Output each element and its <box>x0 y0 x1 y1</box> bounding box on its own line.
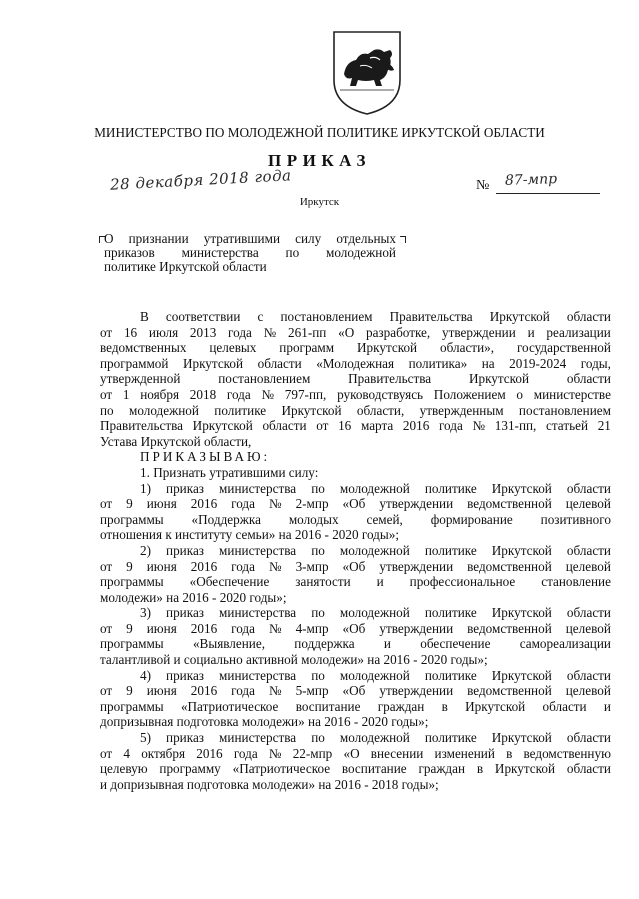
body-line <box>100 621 611 637</box>
body-word: области, <box>356 402 405 418</box>
number-underline <box>496 193 600 194</box>
body-word: самореализации <box>519 636 611 652</box>
body-line <box>100 465 611 481</box>
body-word: молодежной <box>339 730 410 746</box>
body-line <box>100 777 611 793</box>
body-word: Иркутской <box>182 355 244 371</box>
body-word: 261-пп <box>288 324 327 340</box>
body-word: «Об <box>342 683 366 699</box>
body-line <box>100 730 611 746</box>
subject-word: силу <box>295 231 322 246</box>
body-word: марта <box>360 418 394 434</box>
body-word: 3) <box>140 605 151 621</box>
body-word: по <box>311 542 325 558</box>
body-word: министерства <box>219 667 297 683</box>
body-word: 4 <box>123 745 130 761</box>
body-word: № <box>263 324 277 340</box>
body-word: внесении <box>370 745 424 761</box>
body-line <box>100 605 611 621</box>
body-word: Иркутской <box>491 542 552 558</box>
body-line <box>100 714 611 730</box>
body-word: и <box>376 574 384 590</box>
body-word: Правительства <box>348 371 432 387</box>
body-word: программу <box>159 761 221 777</box>
body-word: министерства <box>219 730 297 746</box>
body-word: 21 <box>597 418 611 434</box>
body-word: № <box>268 496 282 512</box>
body-word: Иркутской <box>489 309 550 324</box>
body-line <box>100 668 611 684</box>
subject-corner-right <box>400 236 406 243</box>
body-word: приказ <box>166 542 205 558</box>
body-text-line: талантливой и социально активной молодежи» на 2016 - 2020 годы»; <box>100 652 488 668</box>
body-word: соответствии <box>165 309 241 324</box>
body-word: Иркутской <box>281 402 342 418</box>
subject-word: О <box>104 231 114 246</box>
subject-word: отдельных <box>336 231 396 246</box>
body-word: области <box>257 355 302 371</box>
body-word: целевой <box>565 558 611 574</box>
body-word: от <box>316 418 329 434</box>
body-word: молодежной <box>339 542 410 558</box>
body-word: июня <box>146 683 177 699</box>
body-word: воспитание <box>341 761 407 777</box>
body-word: Иркутской <box>494 761 556 777</box>
body-text-line: 1. Признать утратившими силу: <box>140 464 319 480</box>
body-word: Иркутской <box>491 667 552 683</box>
body-word: министерстве <box>533 386 611 402</box>
body-word: от <box>100 620 113 636</box>
body-word: постановлением <box>518 402 611 418</box>
body-word: Иркутской <box>357 340 418 356</box>
body-word: «О <box>343 745 360 761</box>
subject-word: признании <box>128 231 189 246</box>
body-word: ведомственной <box>467 620 552 636</box>
body-line <box>100 481 611 497</box>
body-word: приказ <box>166 605 205 621</box>
order-body <box>100 309 611 792</box>
body-word: политике <box>214 402 267 418</box>
body-word: утверждении <box>379 683 454 699</box>
body-word: Иркутской <box>468 371 530 387</box>
body-word: 2016 <box>190 683 218 699</box>
body-word: молодых <box>288 511 339 527</box>
body-word: государственной <box>516 340 611 356</box>
body-word: программы <box>100 511 164 527</box>
body-word: области <box>566 542 611 558</box>
body-word: политике <box>424 542 477 558</box>
body-word: приказ <box>166 480 205 496</box>
body-word: ведомственных <box>100 340 187 356</box>
body-word: «Патриотическое <box>232 761 331 777</box>
body-word: В <box>140 309 149 324</box>
subject-line <box>104 260 396 274</box>
document-type-title: ПРИКАЗ <box>268 151 371 170</box>
handwritten-order-number: 87-мпр <box>504 171 558 189</box>
body-word: по <box>311 605 325 621</box>
body-word: 2019-2024 <box>509 355 567 371</box>
body-word: 9 <box>126 683 133 699</box>
body-line <box>100 512 611 528</box>
body-line <box>100 761 611 777</box>
body-word: 2016 <box>196 745 223 761</box>
body-line <box>100 403 611 419</box>
body-word: 2016 <box>190 558 218 574</box>
body-word: «Об <box>342 620 366 636</box>
body-word: Иркутской <box>465 698 526 714</box>
body-word: политике <box>424 730 477 746</box>
body-word: целевых <box>209 340 257 356</box>
body-word: июня <box>146 620 177 636</box>
body-word: ведомственной <box>467 558 552 574</box>
body-word: июня <box>146 496 177 512</box>
body-line <box>100 652 611 668</box>
subject-line <box>104 246 396 260</box>
body-word: приказ <box>166 730 205 746</box>
order-directive: ПРИКАЗЫВАЮ: <box>140 449 271 465</box>
body-word: «Об <box>342 558 366 574</box>
body-word: области <box>566 371 611 387</box>
body-line <box>100 574 611 590</box>
body-word: области <box>566 761 611 777</box>
body-word: № <box>268 683 282 699</box>
body-word: 2018 <box>189 386 217 402</box>
body-word: поддержка <box>294 636 355 652</box>
body-word: 2016 <box>190 620 218 636</box>
body-word: октября <box>141 745 186 761</box>
body-text-line: Устава Иркутской области, <box>100 433 252 449</box>
body-word: области <box>566 480 611 496</box>
body-word: по <box>311 480 325 496</box>
city-name: Иркутск <box>299 196 340 208</box>
body-word: Правительства <box>100 418 183 434</box>
body-word: 9 <box>126 620 133 636</box>
body-line <box>100 496 611 512</box>
body-word: ведомственную <box>523 745 611 761</box>
body-word: программ <box>279 340 335 356</box>
body-text-line: и допризывная подготовка молодежи» на 2016 - 2018 годы»; <box>100 776 439 792</box>
body-word: целевую <box>100 761 148 777</box>
body-word: утверждении <box>441 324 516 340</box>
body-word: молодежной <box>339 667 410 683</box>
body-word: граждан <box>377 698 425 714</box>
body-word: 5-мпр <box>295 683 329 699</box>
body-word: № <box>268 745 282 761</box>
body-word: становление <box>541 574 611 590</box>
body-word: «Молодежная <box>316 355 395 371</box>
body-word: 2016 <box>190 496 218 512</box>
body-word: воспитание <box>295 698 361 714</box>
body-word: года <box>231 620 255 636</box>
body-line <box>100 371 611 387</box>
body-line <box>100 590 611 606</box>
body-word: «Об <box>342 496 366 512</box>
body-word: области <box>566 605 611 621</box>
body-word: по <box>311 730 325 746</box>
subject-word: молодежной <box>326 245 396 260</box>
body-line <box>100 543 611 559</box>
body-word: и <box>527 324 535 340</box>
body-word: целевой <box>565 496 611 512</box>
body-word: в <box>506 745 513 761</box>
body-word: 131-пп, <box>494 418 537 434</box>
body-word: № <box>261 386 275 402</box>
body-word: по <box>100 402 114 418</box>
body-word: министерства <box>219 605 297 621</box>
body-word: от <box>100 386 113 402</box>
body-word: утвержденной <box>100 371 181 387</box>
body-word: № <box>472 418 486 434</box>
body-word: и <box>603 698 611 714</box>
subject-word: министерства <box>181 245 259 260</box>
body-word: области <box>566 667 611 683</box>
body-word: изменений <box>434 745 495 761</box>
body-word: области <box>542 698 587 714</box>
body-line <box>100 746 611 762</box>
body-word: 16 <box>338 418 352 434</box>
body-word: утверждении <box>379 496 454 512</box>
subject-word: политике Иркутской области <box>104 259 267 274</box>
body-word: и <box>383 636 391 652</box>
body-word: 797-пп, <box>284 386 327 402</box>
body-word: 5) <box>140 730 151 746</box>
body-word: 1 <box>122 386 130 402</box>
body-word: постановлением <box>218 371 311 387</box>
body-word: ноября <box>140 386 180 402</box>
body-word: июля <box>148 324 179 340</box>
body-word: 3-мпр <box>295 558 329 574</box>
body-word: программой <box>100 355 169 371</box>
body-word: 2-мпр <box>295 496 329 512</box>
body-line <box>100 387 611 403</box>
body-word: «Обеспечение <box>189 574 270 590</box>
body-word: года <box>231 558 255 574</box>
body-word: 1) <box>140 480 151 496</box>
subject-line <box>104 232 396 246</box>
body-word: Иркутской <box>491 730 552 746</box>
body-word: постановлением <box>280 309 373 324</box>
body-word: области <box>566 730 611 746</box>
body-word: 2) <box>140 542 151 558</box>
body-word: Иркутской <box>491 605 552 621</box>
body-word: программы <box>100 636 164 652</box>
body-word: Положением <box>433 386 506 402</box>
body-word: в <box>441 698 448 714</box>
body-word: граждан <box>418 761 466 777</box>
body-line <box>100 683 611 699</box>
subject-word: по <box>285 245 300 260</box>
body-word: «Патриотическое <box>180 698 279 714</box>
body-word: утверждении <box>379 620 454 636</box>
body-word: от <box>100 496 113 512</box>
body-word: года <box>231 496 255 512</box>
body-text-line: допризывная подготовка молодежи» на 2016 - 2020 годы»; <box>100 714 429 730</box>
body-word: министерства <box>219 542 297 558</box>
body-word: приказ <box>166 667 205 683</box>
body-line <box>100 325 611 341</box>
body-word: 16 <box>123 324 138 340</box>
body-word: с <box>257 309 264 324</box>
body-word: политика» <box>408 355 468 371</box>
body-word: Иркутской <box>491 480 552 496</box>
body-line <box>100 636 611 652</box>
body-word: от <box>100 683 113 699</box>
body-word: молодежной <box>339 605 410 621</box>
body-word: целевой <box>565 683 611 699</box>
body-line <box>100 559 611 575</box>
body-word: реализации <box>546 324 611 340</box>
body-word: от <box>100 324 113 340</box>
body-word: «Выявление, <box>192 636 266 652</box>
body-word: «Поддержка <box>191 511 261 527</box>
body-word: программы <box>100 574 164 590</box>
body-word: молодежной <box>339 480 410 496</box>
order-subject <box>104 232 396 274</box>
body-word: о <box>516 386 524 402</box>
body-word: 22-мпр <box>292 745 333 761</box>
body-word: политике <box>424 605 477 621</box>
body-word: молодежной <box>128 402 199 418</box>
body-word: министерства <box>219 480 297 496</box>
body-word: руководствуясь <box>337 386 424 402</box>
body-word: политике <box>424 667 477 683</box>
body-word: года <box>228 324 252 340</box>
body-line <box>100 449 611 465</box>
body-word: 2016 <box>402 418 430 434</box>
body-word: формирование <box>430 511 513 527</box>
body-word: утвержденным <box>419 402 504 418</box>
body-word: области <box>262 418 307 434</box>
body-word: семей, <box>366 511 403 527</box>
body-word: ведомственной <box>467 496 552 512</box>
body-word: 4-мпр <box>295 620 329 636</box>
body-word: статьей <box>546 418 589 434</box>
body-word: позитивного <box>540 511 611 527</box>
body-word: года <box>231 683 255 699</box>
body-word: обеспечение <box>420 636 491 652</box>
handwritten-date: 28 декабря 2018 года <box>109 166 292 194</box>
body-word: профессиональное <box>409 574 516 590</box>
body-word: Иркутской <box>192 418 253 434</box>
body-text-line: отношения к институту семьи» на 2016 - 2020 годы»; <box>100 527 400 543</box>
body-word: Правительства <box>389 309 473 324</box>
body-word: № <box>268 558 282 574</box>
body-word: области <box>566 309 611 324</box>
number-sign: № <box>476 178 490 193</box>
body-word: занятости <box>295 574 351 590</box>
ministry-name: МИНИСТЕРСТВО ПО МОЛОДЕЖНОЙ ПОЛИТИКЕ ИРКУТСКОЙ ОБЛАСТИ <box>94 125 545 140</box>
body-line <box>100 434 611 450</box>
body-word: программы <box>100 698 164 714</box>
subject-word: утратившими <box>203 231 281 246</box>
body-word: года <box>233 745 258 761</box>
body-word: года <box>226 386 251 402</box>
body-word: политике <box>424 480 477 496</box>
body-word: от <box>100 558 113 574</box>
body-word: «О <box>338 324 355 340</box>
body-word: целевой <box>565 620 611 636</box>
body-line <box>100 309 611 325</box>
body-word: 9 <box>126 496 133 512</box>
body-word: 9 <box>126 558 133 574</box>
body-word: годы, <box>580 355 611 371</box>
body-word: утверждении <box>379 558 454 574</box>
body-line <box>100 699 611 715</box>
body-word: на <box>481 355 495 371</box>
body-word: 4) <box>140 667 151 683</box>
body-word: года <box>438 418 463 434</box>
body-line <box>100 340 611 356</box>
body-word: разработке, <box>365 324 431 340</box>
body-word: ведомственной <box>467 683 552 699</box>
body-word: июня <box>146 558 177 574</box>
body-line <box>100 418 611 434</box>
body-word: от <box>100 745 113 761</box>
body-text-line: молодежи» на 2016 - 2020 годы»; <box>100 589 287 605</box>
body-word: 2013 <box>189 324 217 340</box>
body-line <box>100 356 611 372</box>
body-word: № <box>268 620 282 636</box>
body-line <box>100 527 611 543</box>
coat-of-arms-icon <box>330 28 404 116</box>
body-word: области», <box>440 340 495 356</box>
body-word: в <box>476 761 484 777</box>
subject-word: приказов <box>104 245 155 260</box>
body-word: по <box>311 667 325 683</box>
